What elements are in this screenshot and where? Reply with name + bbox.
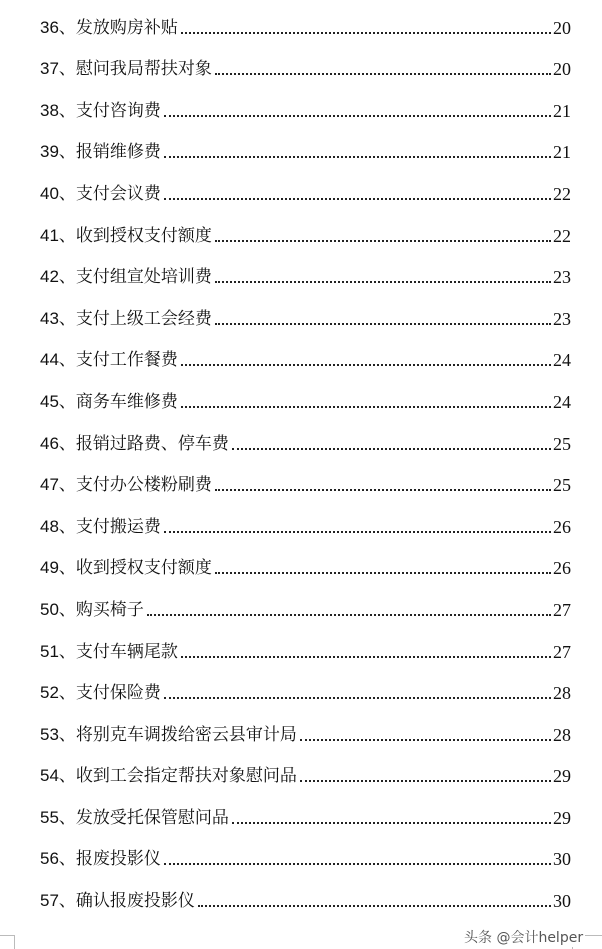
toc-entry[interactable] <box>40 792 571 834</box>
dot-leader <box>232 448 551 450</box>
toc-page-number: 23 <box>553 308 571 329</box>
toc-entry-title: 53、将别克车调拨给密云县审计局 <box>40 724 297 745</box>
watermark: 头条 @会计helper <box>462 927 585 947</box>
toc-page-number: 20 <box>553 17 571 38</box>
toc-entry[interactable] <box>40 168 571 210</box>
toc-page-number: 26 <box>553 558 571 579</box>
toc-entry-title: 54、收到工会指定帮扶对象慰问品 <box>40 766 297 787</box>
toc-page-number: 27 <box>553 641 571 662</box>
toc-entry[interactable] <box>40 44 571 86</box>
toc-page-number: 28 <box>553 683 571 704</box>
toc-entry-title: 45、商务车维修费 <box>40 391 178 412</box>
toc-entry-title: 39、报销维修费 <box>40 142 161 163</box>
toc-page-number: 22 <box>553 225 571 246</box>
dot-leader <box>147 614 551 616</box>
toc-entry[interactable] <box>40 834 571 876</box>
table-of-contents <box>40 2 571 917</box>
toc-entry[interactable] <box>40 584 571 626</box>
toc-page-number: 29 <box>553 807 571 828</box>
toc-entry[interactable] <box>40 668 571 710</box>
toc-page-number: 29 <box>553 766 571 787</box>
dot-leader <box>164 198 551 200</box>
toc-entry[interactable] <box>40 501 571 543</box>
dot-leader <box>300 780 551 782</box>
toc-page-number: 20 <box>553 59 571 80</box>
dot-leader <box>198 905 551 907</box>
dot-leader <box>232 822 551 824</box>
toc-entry-title: 47、支付办公楼粉刷费 <box>40 475 212 496</box>
dot-leader <box>215 323 551 325</box>
toc-entry[interactable] <box>40 335 571 377</box>
toc-entry-title: 43、支付上级工会经费 <box>40 308 212 329</box>
toc-entry[interactable] <box>40 252 571 294</box>
toc-entry[interactable] <box>40 460 571 502</box>
toc-entry[interactable] <box>40 127 571 169</box>
dot-leader <box>215 489 551 491</box>
dot-leader <box>181 364 551 366</box>
dot-leader <box>215 73 551 75</box>
toc-entry[interactable] <box>40 709 571 751</box>
toc-entry[interactable] <box>40 376 571 418</box>
toc-page-number: 23 <box>553 267 571 288</box>
toc-entry[interactable] <box>40 85 571 127</box>
toc-entry[interactable] <box>40 418 571 460</box>
dot-leader <box>215 572 551 574</box>
dot-leader <box>300 739 551 741</box>
dot-leader <box>181 406 551 408</box>
dot-leader <box>215 281 551 283</box>
toc-entry-title: 42、支付组宣处培训费 <box>40 267 212 288</box>
toc-entry[interactable] <box>40 2 571 44</box>
toc-entry-title: 41、收到授权支付额度 <box>40 225 212 246</box>
dot-leader <box>164 697 551 699</box>
dot-leader <box>215 240 551 242</box>
toc-page-number: 24 <box>553 391 571 412</box>
toc-entry-title: 49、收到授权支付额度 <box>40 558 212 579</box>
dot-leader <box>181 656 551 658</box>
dot-leader <box>164 531 551 533</box>
dot-leader <box>164 115 551 117</box>
toc-page-number: 25 <box>553 433 571 454</box>
toc-entry-title: 37、慰问我局帮扶对象 <box>40 59 212 80</box>
dot-leader <box>164 863 551 865</box>
dot-leader <box>181 32 551 34</box>
toc-entry-title: 57、确认报废投影仪 <box>40 891 195 912</box>
toc-entry-title: 40、支付会议费 <box>40 183 161 204</box>
toc-page-number: 30 <box>553 891 571 912</box>
toc-entry-title: 50、购买椅子 <box>40 599 144 620</box>
toc-entry-title: 51、支付车辆尾款 <box>40 641 178 662</box>
toc-entry-title: 44、支付工作餐费 <box>40 350 178 371</box>
toc-page-number: 24 <box>553 350 571 371</box>
toc-entry-title: 38、支付咨询费 <box>40 100 161 121</box>
page-corner-mark-left <box>0 935 15 949</box>
toc-page-number: 30 <box>553 849 571 870</box>
toc-entry[interactable] <box>40 875 571 917</box>
toc-entry-title: 48、支付搬运费 <box>40 516 161 537</box>
toc-page-number: 22 <box>553 183 571 204</box>
toc-entry-title: 56、报废投影仪 <box>40 849 161 870</box>
toc-entry-title: 46、报销过路费、停车费 <box>40 433 229 454</box>
toc-entry[interactable] <box>40 751 571 793</box>
toc-entry[interactable] <box>40 543 571 585</box>
toc-entry[interactable] <box>40 210 571 252</box>
toc-page-number: 26 <box>553 516 571 537</box>
toc-entry-title: 55、发放受托保管慰问品 <box>40 807 229 828</box>
toc-entry-title: 36、发放购房补贴 <box>40 17 178 38</box>
toc-page-number: 21 <box>553 100 571 121</box>
toc-entry-title: 52、支付保险费 <box>40 683 161 704</box>
toc-page-number: 25 <box>553 475 571 496</box>
toc-page-number: 28 <box>553 724 571 745</box>
toc-page-number: 21 <box>553 142 571 163</box>
toc-page-number: 27 <box>553 599 571 620</box>
dot-leader <box>164 156 551 158</box>
toc-entry[interactable] <box>40 293 571 335</box>
toc-entry[interactable] <box>40 626 571 668</box>
